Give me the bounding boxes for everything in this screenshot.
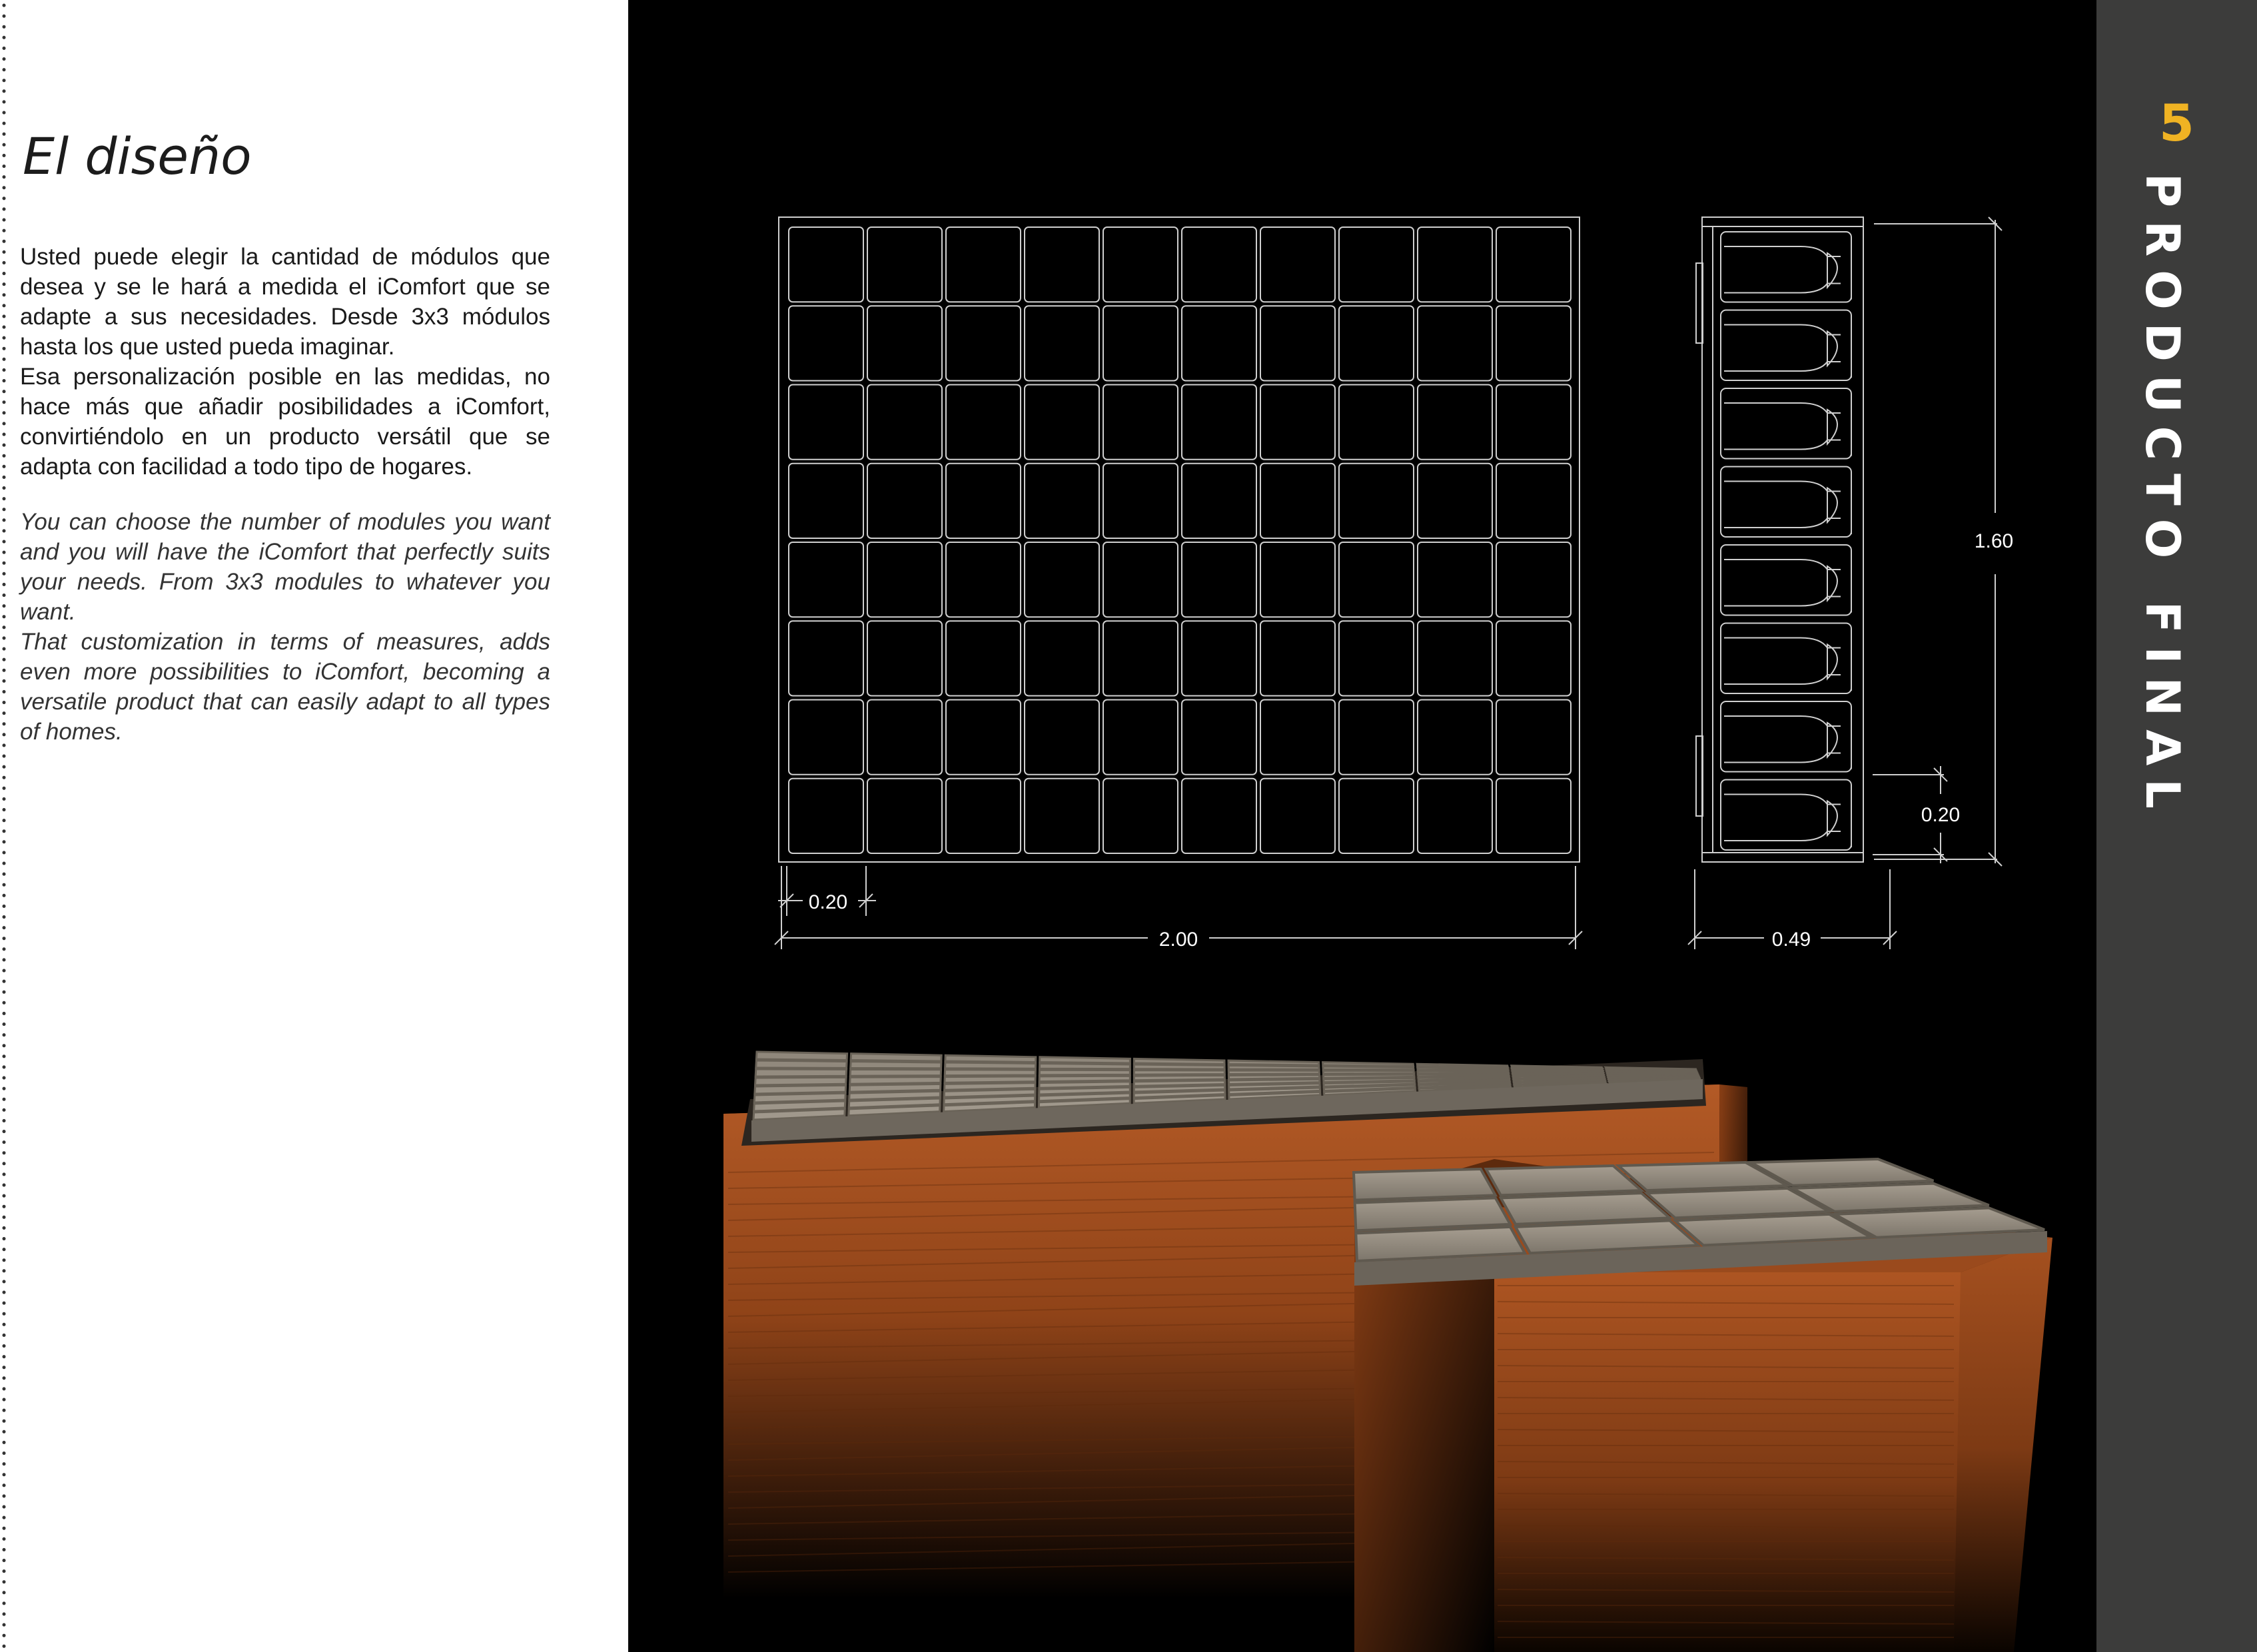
plan-module-cell (1103, 227, 1178, 302)
plan-module-cell (789, 621, 863, 695)
dotted-margin-line (0, 0, 9, 1652)
side-module (1721, 701, 1851, 772)
english-paragraph-2: That customization in terms of measures, adds even more possibilities to iComfort, becoming a versatile product that can easily adapt to all types of homes. (20, 629, 550, 745)
plan-module-cell (867, 779, 942, 853)
side-module (1721, 467, 1851, 538)
plan-module-cell (789, 700, 863, 775)
plan-module-cell (1260, 779, 1335, 853)
cushion-module (1355, 1198, 1510, 1230)
cushion-module (756, 1052, 847, 1060)
cushion-module (1134, 1058, 1224, 1064)
plan-module-cell (1418, 464, 1492, 538)
plan-module-cell (1182, 306, 1256, 380)
cushion-module (1228, 1060, 1319, 1065)
plan-module-cell (1103, 542, 1178, 617)
plan-module-cell (1496, 306, 1571, 380)
plan-module-cell (1260, 700, 1335, 775)
cushion-module (1606, 1070, 1697, 1071)
cushion-module (1486, 1166, 1641, 1195)
cushion-module (1501, 1193, 1670, 1224)
section-tab (2096, 0, 2257, 1652)
cushion-module (755, 1069, 847, 1076)
side-module (1721, 388, 1851, 459)
plan-module-cell (1260, 621, 1335, 695)
plan-module-cell (867, 700, 942, 775)
plan-module-cell (867, 385, 942, 460)
product-drawing (628, 0, 2096, 1652)
plan-module-cell (946, 621, 1021, 695)
plan-module-cell (1182, 542, 1256, 617)
cushion-module (1228, 1070, 1319, 1074)
plan-module-cell (1418, 385, 1492, 460)
cushion-module (1039, 1070, 1130, 1075)
dimension-label-height: 1.60 (1974, 530, 2014, 552)
plan-module-cell (1103, 700, 1178, 775)
cushion-module (1039, 1064, 1130, 1069)
plan-module-cell (1182, 464, 1256, 538)
plan-module-cell (1260, 464, 1335, 538)
plan-module-cell (1339, 621, 1414, 695)
plan-module-cell (1339, 385, 1414, 460)
plan-module-cell (1418, 542, 1492, 617)
english-paragraph-1: You can choose the number of modules you want and you will have the iComfort that perfectly suits your needs. From 3x3 modules to whatever you want. (20, 509, 550, 625)
plan-module-cell (867, 227, 942, 302)
side-module (1721, 232, 1851, 302)
side-module (1721, 310, 1851, 381)
section-title: PRODUCTO FINAL (2135, 173, 2190, 822)
cushion-module (1134, 1076, 1224, 1080)
plan-module-cell (946, 700, 1021, 775)
plan-module-cell (946, 464, 1021, 538)
plan-module-cell (1496, 227, 1571, 302)
plan-module-cell (1025, 542, 1099, 617)
plan-module-cell (1103, 306, 1178, 380)
plan-module-cell (1182, 385, 1256, 460)
plan-module-cell (1182, 227, 1256, 302)
plan-module-cell (1025, 779, 1099, 853)
plan-module-cell (1418, 779, 1492, 853)
plan-module-cell (789, 385, 863, 460)
dimension-label-depth: 0.49 (1771, 929, 1811, 951)
plan-module-cell (946, 227, 1021, 302)
plan-module-cell (1025, 306, 1099, 380)
cushion-module (1134, 1070, 1224, 1075)
plan-module-cell (789, 464, 863, 538)
plan-module-cell (1103, 464, 1178, 538)
plan-module-cell (946, 542, 1021, 617)
plan-module-cell (1339, 779, 1414, 853)
plan-module-cell (1339, 542, 1414, 617)
cushion-module (756, 1060, 847, 1068)
plan-module-cell (1260, 385, 1335, 460)
side-view-drawing (1696, 217, 1863, 862)
plan-module-cell (789, 542, 863, 617)
cushion-module (945, 1055, 1036, 1062)
cushion-module (850, 1069, 941, 1076)
side-module (1721, 545, 1851, 616)
cushion-module (851, 1062, 941, 1068)
cushion-module (1039, 1076, 1130, 1081)
plan-module-cell (1418, 306, 1492, 380)
plan-module-cell (946, 385, 1021, 460)
cushion-module (1512, 1071, 1603, 1072)
plan-module-cell (1182, 779, 1256, 853)
cushion-module (945, 1076, 1035, 1083)
plan-module-cell (1496, 779, 1571, 853)
plan-module-cell (867, 464, 942, 538)
product-render (723, 1052, 2052, 1652)
plan-module-cell (1025, 385, 1099, 460)
cushion-module (850, 1077, 941, 1084)
plan-module-cell (1025, 621, 1099, 695)
plan-module-cell (1260, 542, 1335, 617)
dimension-label-module-side: 0.20 (1921, 804, 1961, 826)
cushion-module (1418, 1071, 1508, 1073)
plan-module-cell (789, 306, 863, 380)
plan-module-cell (1339, 306, 1414, 380)
plan-module-cell (1496, 464, 1571, 538)
plan-module-cell (1182, 700, 1256, 775)
plan-module-cell (789, 779, 863, 853)
plan-module-cell (1496, 385, 1571, 460)
text-column (20, 127, 550, 747)
page-title: El diseño (23, 127, 252, 186)
plan-module-cell (946, 306, 1021, 380)
cushion-module (1323, 1066, 1414, 1070)
cushion-module (1040, 1057, 1130, 1063)
plan-module-cell (1103, 621, 1178, 695)
side-module (1721, 623, 1851, 694)
plan-module-cell (1025, 464, 1099, 538)
dimension-label-width: 2.00 (1158, 929, 1198, 951)
plan-module-cell (1496, 700, 1571, 775)
cushion-module (1418, 1068, 1508, 1070)
cushion-module (1323, 1070, 1414, 1073)
cushion-module (1512, 1068, 1602, 1070)
plan-module-cell (1260, 227, 1335, 302)
plan-view-drawing (779, 217, 1580, 862)
plan-module-cell (1339, 700, 1414, 775)
plan-module-cell (1025, 227, 1099, 302)
spanish-paragraph-1: Usted puede elegir la cantidad de módulos que desea y se le hará a medida el iComfort que se adapte a sus necesidades. Desde 3x3 módulos hasta los que usted pueda imaginar. (20, 244, 550, 360)
plan-module-cell (1339, 464, 1414, 538)
cushion-module (1134, 1064, 1224, 1069)
product-panel (628, 0, 2096, 1652)
plan-module-cell (1182, 621, 1256, 695)
plan-module-cell (1103, 385, 1178, 460)
plan-module-cell (867, 621, 942, 695)
cushion-module (945, 1070, 1035, 1076)
cushion-module (1323, 1062, 1414, 1066)
plan-module-cell (1339, 227, 1414, 302)
cushion-module (851, 1054, 941, 1061)
spanish-paragraph-2: Esa personalización posible en las medidas, no hace más que añadir posibilidades a iComfort, convirtiéndolo en un producto versátil que se adapta con facilidad a todo tipo de hogares. (20, 364, 550, 480)
dimension-label-module: 0.20 (808, 891, 848, 913)
cushion-module (1228, 1066, 1319, 1070)
plan-module-cell (1260, 306, 1335, 380)
plan-module-cell (1418, 700, 1492, 775)
plan-module-cell (1496, 542, 1571, 617)
plan-module-cell (1418, 227, 1492, 302)
plan-module-cell (789, 227, 863, 302)
cushion-module (755, 1077, 847, 1085)
plan-module-cell (867, 306, 942, 380)
cushion-module (1354, 1169, 1496, 1200)
plan-module-cell (1103, 779, 1178, 853)
plan-module-cell (1025, 700, 1099, 775)
cushion-module (945, 1062, 1036, 1068)
plan-module-cell (867, 542, 942, 617)
plan-module-cell (1496, 621, 1571, 695)
side-module (1721, 780, 1851, 851)
plan-module-cell (946, 779, 1021, 853)
section-number: 5 (2159, 93, 2194, 153)
plan-module-cell (1418, 621, 1492, 695)
